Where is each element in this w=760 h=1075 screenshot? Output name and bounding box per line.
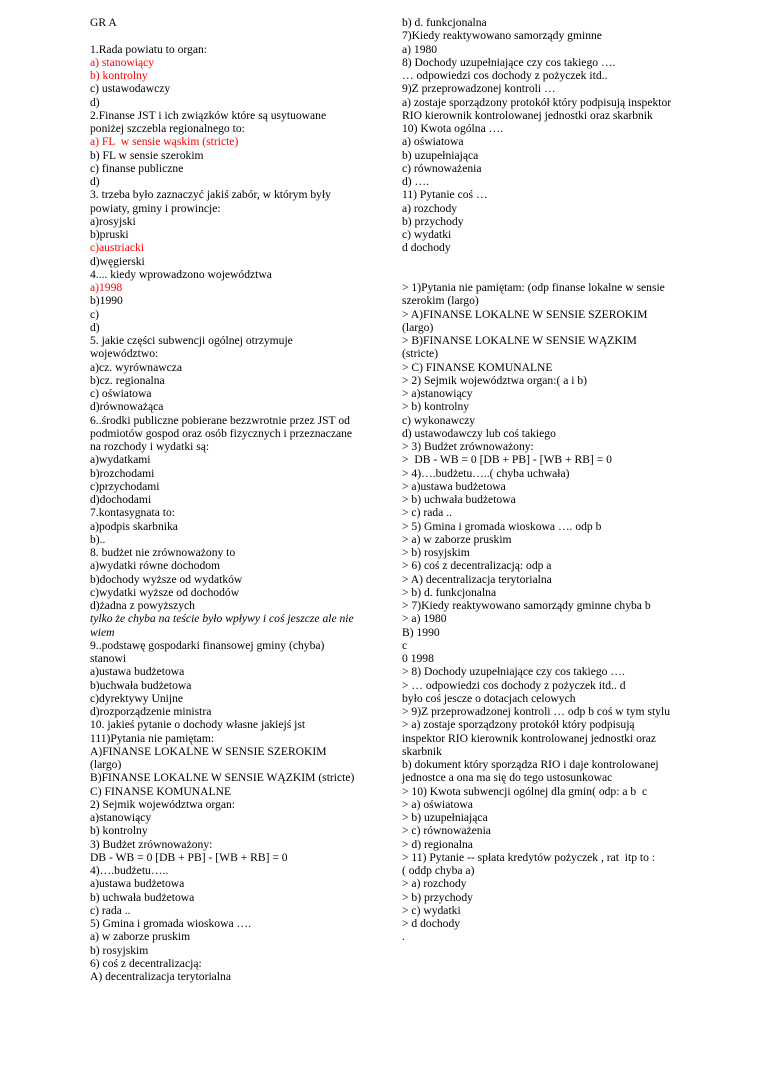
text-line: … odpowiedzi cos dochody z pożyczek itd.. [402,69,608,82]
text-line: d) ustawodawczy lub coś takiego [402,426,556,440]
text-line: A)FINANSE LOKALNE W SENSIE SZEROKIM [90,744,327,758]
text-line: > b) uzupełniająca [402,811,488,824]
text-line: b)uchwała budżetowa [90,678,192,692]
text-line: > DB - WB = 0 [DB + PB] - [WB + RB] = 0 [402,453,612,467]
text-line: a)stanowiący [90,811,152,824]
text-line: jednostce a ona ma się do tego ustosunkowac [402,771,613,785]
text-line: na rozchody i wydatki są: [90,440,210,453]
text-line: C) FINANSE KOMUNALNE [90,784,232,798]
text-line: b).. [90,532,106,546]
text-line: a)rosyjski [90,214,136,228]
text-line: > C) FINANSE KOMUNALNE [402,360,553,374]
text-line: > d dochody [402,917,461,930]
text-line: > a) 1980 [402,612,447,626]
text-line: > A) decentralizacja terytorialna [402,572,552,586]
text-line: d)równoważąca [90,400,164,414]
text-line: a)wydatki równe dochodom [90,559,221,573]
text-line: > 5) Gmina i gromada wioskowa …. odp b [402,519,602,533]
text-line: a) zostaje sporządzony protokół który podpisują inspektor [402,95,672,109]
text-line: 111)Pytania nie pamiętam: [90,731,215,745]
text-line: d dochody [402,241,451,255]
text-line: RIO kierownik kontrolowanej jednostki oraz skarbnik [402,108,653,122]
text-line: > b) d. funkcjonalna [402,585,497,599]
text-line: b) uzupełniająca [402,148,479,162]
text-line: tylko że chyba na teście było wpływy i coś jeszcze ale nie [90,612,354,626]
text-line: wiem [90,625,115,639]
text-line: > b) uchwała budżetowa [402,493,516,506]
text-line: c)dyrektywy Unijne [90,691,184,705]
text-line: c) [90,307,100,321]
text-line: d) [90,95,100,109]
text-line: b)pruski [90,228,129,241]
text-line: d) [90,175,100,188]
text-line: . [402,930,405,944]
text-line: c) wykonawczy [402,413,476,427]
text-line: a) 1980 [402,42,438,56]
text-line: GR A [90,16,117,29]
text-line: 6) coś z decentralizacją: [90,956,202,970]
text-line: 2) Sejmik województwa organ: [90,797,236,811]
text-line: c) wydatki [402,228,452,241]
text-line: b) rosyjskim [90,943,149,957]
text-line: > A)FINANSE LOKALNE W SENSIE SZEROKIM [402,307,648,321]
text-line: DB - WB = 0 [DB + PB] - [WB + RB] = 0 [90,850,288,864]
text-line: 10) Kwota ogólna …. [402,122,504,135]
text-line: d)żadna z powyższych [90,599,195,612]
text-line: > a)ustawa budżetowa [402,479,506,493]
text-line: 7)Kiedy reaktywowano samorządy gminne [402,29,602,43]
text-line: > a) w zaborze pruskim [402,532,512,546]
text-line: > a) rozchody [402,877,467,891]
text-line: d) …. [402,175,430,188]
text-line: c [402,638,408,652]
text-line: > … odpowiedzi cos dochody z pożyczek itd.. d [402,678,626,692]
text-line: > c) wydatki [402,903,461,917]
text-line: d) [90,320,100,334]
text-line: 4)….budżetu….. [90,864,169,877]
text-line: > B)FINANSE LOKALNE W SENSIE WĄZKIM [402,334,637,347]
text-line [402,255,674,268]
text-line: A) decentralizacja terytorialna [90,970,231,983]
text-line: 0 1998 [402,652,434,665]
text-line: B)FINANSE LOKALNE W SENSIE WĄZKIM (stricte) [90,771,355,785]
text-line: skarbnik [402,744,442,758]
text-line: b)rozchodami [90,466,155,480]
text-line: > 9)Z przeprowadzonej kontroli … odp b coś w tym stylu [402,705,670,718]
text-line: a) stanowiący [90,55,155,69]
text-line: 2.Finanse JST i ich związków które są usytuowane [90,108,327,122]
text-line: > c) rada .. [402,506,452,520]
text-line: inspektor RIO kierownik kontrolowanej jednostki oraz [402,731,657,745]
text-line: 8) Dochody uzupełniające czy cos takiego …. [402,55,616,69]
text-line: a) w zaborze pruskim [90,930,191,944]
text-line: c)wydatki wyższe od dochodów [90,585,240,599]
text-line: > 6) coś z decentralizacją: odp a [402,559,552,573]
text-line: 8. budżet nie zrównoważony to [90,546,236,559]
text-line: a)wydatkami [90,453,151,467]
text-line: b) kontrolny [90,824,148,838]
text-line: c) rada .. [90,903,131,917]
text-line: > 11) Pytanie -- spłata kredytów pożyczek , rat itp to : [402,850,656,864]
text-line: > b) kontrolny [402,400,470,414]
text-line: poniżej szczebla regionalnego to: [90,122,245,135]
text-line: 4.... kiedy wprowadzono województwa [90,267,272,281]
text-line: 9)Z przeprowadzonej kontroli … [402,82,556,96]
text-line: > 10) Kwota subwencji ogólnej dla gmin( odp: a b c [402,784,648,798]
text-line: > 7)Kiedy reaktywowano samorządy gminne chyba b [402,599,651,612]
text-line: > 2) Sejmik województwa organ:( a i b) [402,373,588,387]
text-line: c)austriacki [90,241,145,255]
text-line: d)węgierski [90,254,145,268]
text-line: (largo) [90,758,122,771]
text-line: > b) przychody [402,890,473,904]
text-line [90,29,358,42]
text-line: b) przychody [402,214,464,228]
text-line: 5. jakie części subwencji ogólnej otrzymuje [90,334,293,347]
text-line: B) 1990 [402,625,440,639]
left-text-column [90,16,358,983]
text-line: podmiotów gospod oraz osób fizycznych i przeznaczane [90,426,353,440]
text-line [402,268,674,281]
text-line: > 4)….budżetu…..( chyba uchwała) [402,466,570,480]
text-line: c) równoważenia [402,161,482,175]
text-line: > 1)Pytania nie pamiętam: (odp finanse lokalne w sensie [402,281,665,294]
text-line: b)dochody wyższe od wydatków [90,572,243,586]
text-line: b)1990 [90,294,123,308]
text-line: > 3) Budżet zrównoważony: [402,440,534,453]
text-line: d)rozporządzenie ministra [90,705,212,718]
text-line: powiaty, gminy i prowincje: [90,201,221,215]
text-line: a) rozchody [402,201,458,215]
text-line: 5) Gmina i gromada wioskowa …. [90,917,251,930]
text-line: c)przychodami [90,479,160,493]
text-line: 3. trzeba było zaznaczyć jakiś zabór, w którym były [90,188,331,202]
text-line: a)ustawa budżetowa [90,877,185,891]
text-line: 7.kontasygnata to: [90,506,176,520]
text-line: 11) Pytanie coś … [402,188,488,202]
text-line: a)cz. wyrównawcza [90,360,183,374]
text-line: ( oddp chyba a) [402,864,475,877]
text-line: a) FL w sensie wąskim (stricte) [90,135,239,149]
text-line: było coś jescze o dotacjach celowych [402,691,576,705]
text-line: d)dochodami [90,493,152,506]
text-line: a)podpis skarbnika [90,519,178,533]
text-line: > b) rosyjskim [402,546,470,559]
text-line: szerokim (largo) [402,294,479,308]
text-line: > 8) Dochody uzupełniające czy cos takiego …. [402,665,625,679]
text-line: a)1998 [90,281,123,294]
text-line: b)cz. regionalna [90,373,165,387]
text-line: stanowi [90,652,127,665]
text-line: c) ustawodawczy [90,82,171,96]
text-line: > a) oświatowa [402,797,473,811]
text-line: a)ustawa budżetowa [90,665,185,679]
text-line: > c) równoważenia [402,824,491,838]
text-line: b) FL w sensie szerokim [90,148,204,162]
text-line: > d) regionalna [402,837,473,851]
text-line: 10. jakieś pytanie o dochody własne jakiejś jst [90,718,306,732]
text-line: 6..środki publiczne pobierane bezzwrotnie przez JST od [90,413,350,427]
text-line: 1.Rada powiatu to organ: [90,42,207,56]
text-line: 9..podstawę gospodarki finansowej gminy (chyba) [90,638,325,652]
text-line: c) oświatowa [90,387,152,400]
text-line: > a)stanowiący [402,387,473,400]
text-line: b) uchwała budżetowa [90,890,195,904]
text-line: b) kontrolny [90,69,148,82]
text-line: a) oświatowa [402,135,464,149]
text-line: (largo) [402,320,434,334]
text-line: województwo: [90,347,159,361]
right-text-column [402,16,674,944]
text-line: (stricte) [402,347,439,361]
text-line: > a) zostaje sporządzony protokół który podpisują [402,718,635,732]
text-line: b) d. funkcjonalna [402,16,487,29]
text-line: 3) Budżet zrównoważony: [90,837,213,851]
text-line: c) finanse publiczne [90,161,184,175]
text-line: b) dokument który sporządza RIO i daje kontrolowanej [402,758,659,771]
